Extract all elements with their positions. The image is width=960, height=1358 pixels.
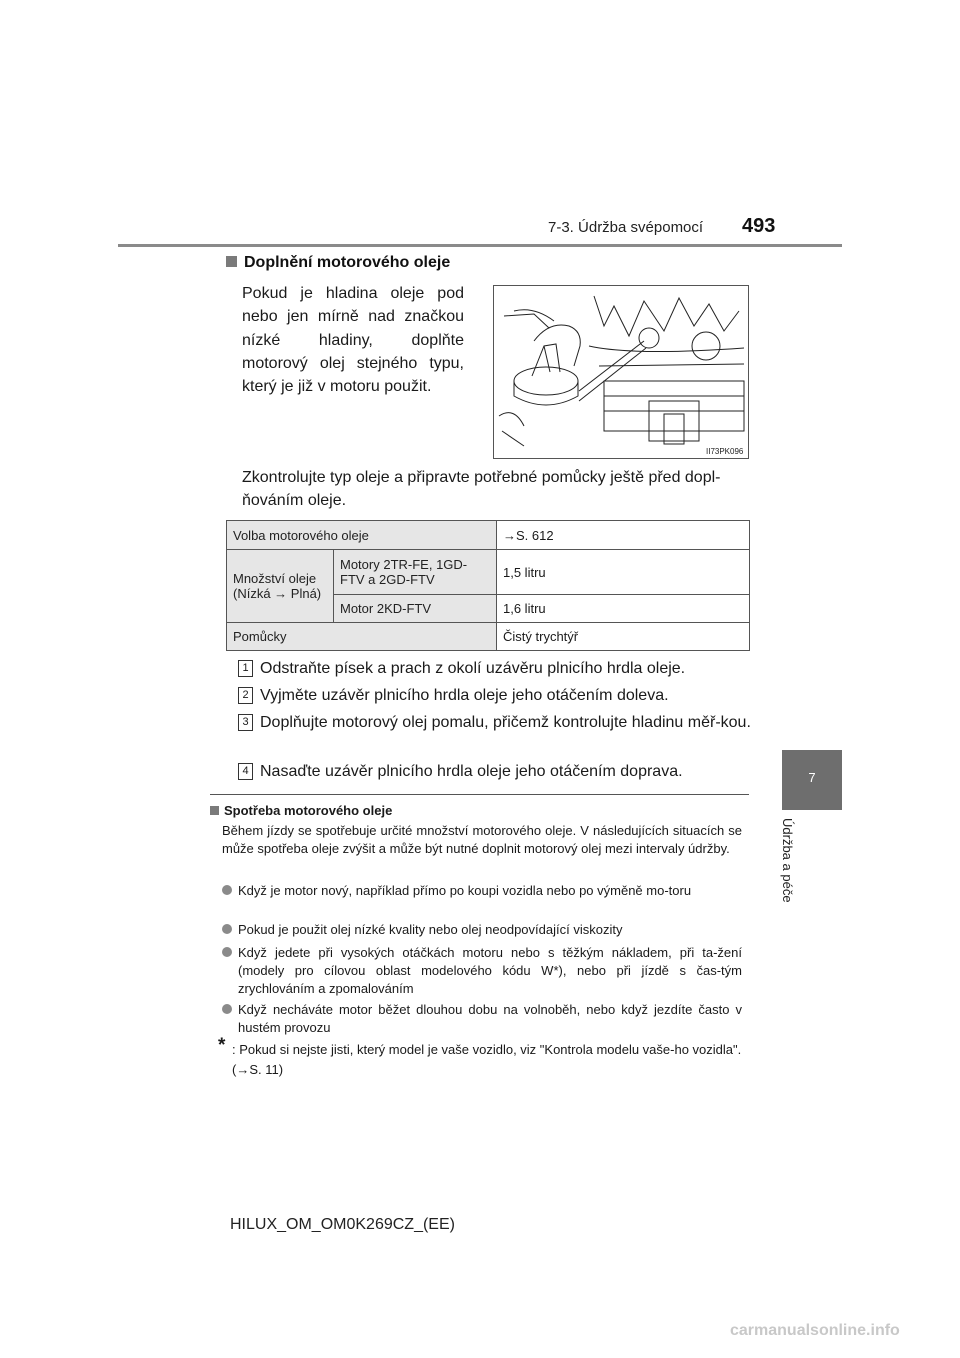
list-item [222, 921, 742, 939]
list-item-text: Když necháváte motor běžet dlouhou dobu na volnoběh, nebo když jezdíte často v hustém provozu [238, 1002, 742, 1035]
running-header-section: 7-3. Údržba svépomocí [548, 219, 704, 236]
step-item [238, 657, 752, 680]
table-cell-label: Volba motorového oleje [227, 521, 497, 550]
bullet-dot-icon [222, 924, 232, 934]
note-intro: Během jízdy se spotřebuje určité množství motorového oleje. V následujících situacích se může spotřeba oleje zvýšit a může být nutné doplnit motorový olej mezi intervaly údržby. [222, 823, 742, 856]
note-title-text: Spotřeba motorového oleje [224, 803, 393, 818]
preparation-paragraph: Zkontrolujte typ oleje a připravte potřebné pomůcky ještě před dopl-ňováním oleje. [242, 469, 721, 510]
step-number: 2 [238, 687, 253, 704]
step-item [238, 684, 752, 707]
bullet-dot-icon [222, 885, 232, 895]
document-code: HILUX_OM_OM0K269CZ_(EE) [230, 1216, 455, 1233]
table-cell-value: 1,6 litru [497, 595, 750, 623]
footnote [218, 1035, 746, 1080]
table-cell-value: →S. 612 [497, 521, 750, 550]
square-bullet-icon [210, 806, 219, 815]
step-text: Odstraňte písek a prach z okolí uzávěru plnicího hrdla oleje. [260, 660, 686, 677]
page-number: 493 [742, 215, 776, 237]
engine-bay-drawing [494, 286, 748, 458]
list-item [222, 882, 742, 900]
bullet-dot-icon [222, 947, 232, 957]
table-row [227, 550, 750, 595]
list-item [222, 944, 742, 998]
chapter-label [782, 818, 812, 938]
table-cell-label: Množství oleje (Nízká → Plná) [227, 550, 334, 623]
step-number: 1 [238, 660, 253, 677]
table-cell-engine: Motor 2KD-FTV [334, 595, 497, 623]
watermark: carmanualsonline.info [730, 1322, 900, 1339]
section-title [226, 254, 450, 272]
list-item-text: Pokud je použit olej nízké kvality nebo olej neodpovídající viskozity [238, 922, 623, 937]
footnote-text: : Pokud si nejste jisti, který model je vaše vozidlo, viz "Kontrola modelu vaše-ho vozidla". (→S. 11) [232, 1042, 742, 1077]
chapter-label-text: Údržba a péče [780, 818, 795, 903]
bullet-dot-icon [222, 1004, 232, 1014]
list-item-text: Když jedete při vysokých otáčkách motoru nebo s těžkým nákladem, při ta-žení (modely pro cílovou oblast modelového kódu W*), nebo při jízdě s čas-tým zrychlováním a zpomalováním [238, 945, 742, 996]
table-cell-value: Čistý trychtýř [497, 623, 750, 651]
square-bullet-icon [226, 256, 237, 267]
table-cell-label: Pomůcky [227, 623, 497, 651]
table-row [227, 623, 750, 651]
step-item [238, 760, 752, 783]
footnote-marker: * [218, 1035, 226, 1056]
list-item [222, 1001, 742, 1037]
illustration-code: II73PK096 [706, 447, 744, 456]
table-cell-engine: Motory 2TR-FE, 1GD-FTV a 2GD-FTV [334, 550, 497, 595]
engine-oil-cap-illustration [493, 285, 749, 459]
step-text: Doplňujte motorový olej pomalu, přičemž kontrolujte hladinu měř-kou. [260, 714, 751, 731]
step-text: Vyjměte uzávěr plnicího hrdla oleje jeho otáčením doleva. [260, 687, 669, 704]
step-item [238, 711, 752, 734]
table-row [227, 521, 750, 550]
header-rule [118, 244, 842, 247]
chapter-number: 7 [808, 770, 816, 785]
step-number: 4 [238, 763, 253, 780]
section-title-text: Doplnění motorového oleje [244, 254, 451, 271]
note-rule [210, 794, 749, 795]
oil-spec-table [226, 520, 750, 651]
note-title [210, 803, 392, 818]
table-cell-value: 1,5 litru [497, 550, 750, 595]
list-item-text: Když je motor nový, například přímo po koupi vozidla nebo po výměně mo-toru [238, 883, 692, 898]
intro-paragraph: Pokud je hladina oleje pod nebo jen mírně nad značkou nízké hladiny, doplňte motorový olej stejného typu, který je již v motoru použit. [242, 285, 464, 396]
step-text: Nasaďte uzávěr plnicího hrdla oleje jeho otáčením doprava. [260, 763, 683, 780]
step-number: 3 [238, 714, 253, 731]
